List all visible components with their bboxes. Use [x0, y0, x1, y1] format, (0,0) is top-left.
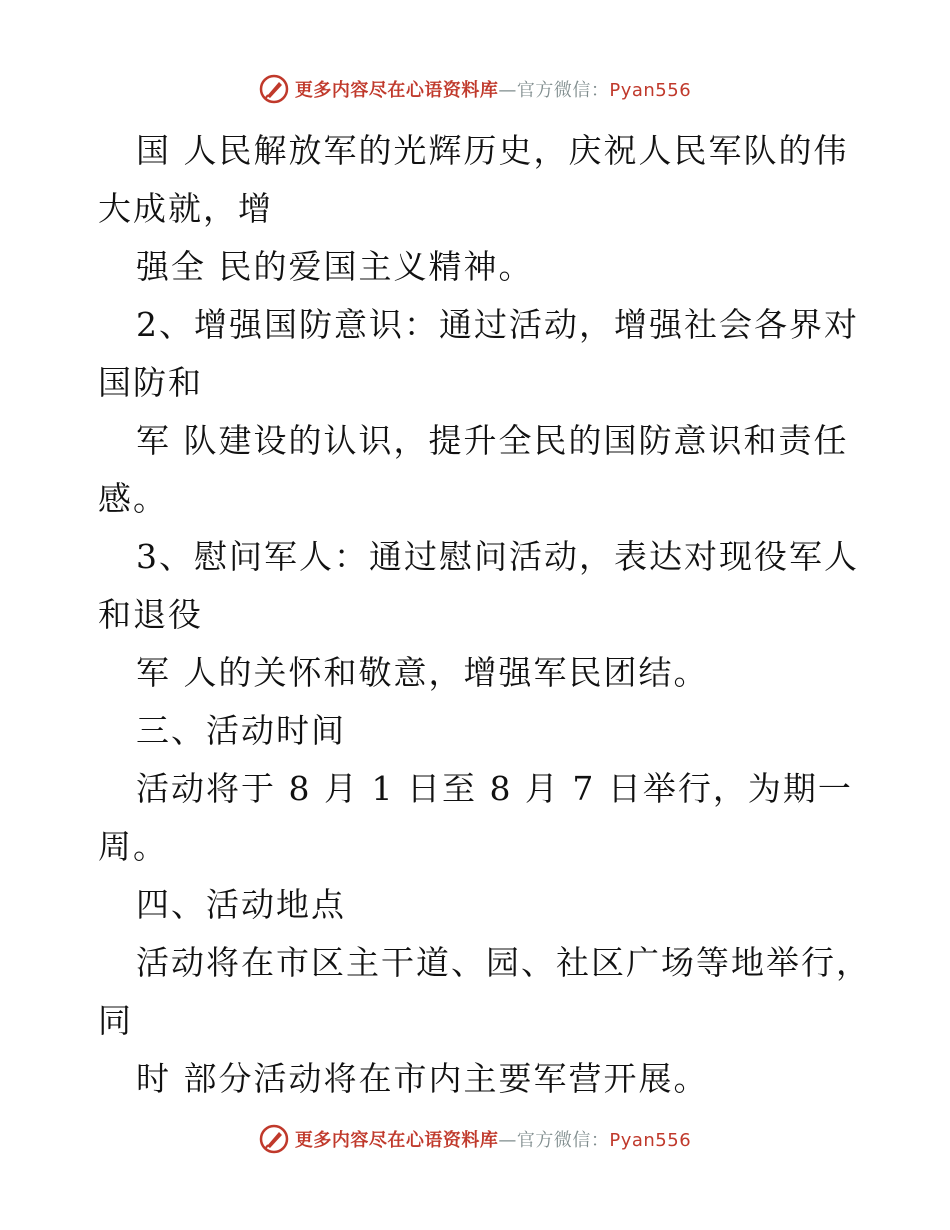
text-line: 国防和: [98, 363, 203, 402]
text-line: 时 部分活动将在市内主要军营开展。: [136, 1059, 709, 1098]
text-line: 同: [98, 1001, 133, 1040]
text-line: 军 人的关怀和敬意，增强军民团结。: [136, 653, 709, 692]
watermark-separator: —: [498, 1130, 517, 1151]
text-line: 强全 民的爱国主义精神。: [136, 247, 534, 286]
text-line: 和退役: [98, 595, 203, 634]
quill-logo-icon: [259, 74, 289, 104]
header-watermark: [0, 74, 950, 104]
text-line: 感。: [98, 479, 168, 518]
text-line: 周。: [98, 827, 168, 866]
watermark-id: Pyan556: [609, 1130, 692, 1151]
document-body: [98, 122, 871, 1108]
text-line: 活动将在市区主干道、园、社区广场等地举行，: [136, 943, 871, 982]
text-line: 3、慰问军人：通过慰问活动，表达对现役军人: [136, 537, 859, 576]
watermark-label: 官方微信：: [516, 80, 610, 101]
watermark-text: [295, 1126, 691, 1152]
text-line: 军 队建设的认识，提升全民的国防意识和责任: [136, 421, 849, 460]
watermark-separator: —: [498, 80, 517, 101]
text-line: 大成就，增: [98, 189, 273, 228]
watermark-id: Pyan556: [609, 80, 692, 101]
watermark-site: 更多内容尽在心语资料库: [294, 80, 499, 101]
quill-logo-icon: [259, 1124, 289, 1154]
watermark-label: 官方微信：: [516, 1130, 610, 1151]
footer-watermark: [0, 1124, 950, 1154]
text-line: 活动将于 8 月 1 日至 8 月 7 日举行，为期一: [136, 769, 853, 808]
watermark-site: 更多内容尽在心语资料库: [294, 1130, 499, 1151]
text-line: 2、增强国防意识：通过活动，增强社会各界对: [136, 305, 859, 344]
text-line: 国 人民解放军的光辉历史，庆祝人民军队的伟: [136, 131, 849, 170]
section-heading: 三、活动时间: [136, 711, 346, 750]
section-heading: 四、活动地点: [136, 885, 346, 924]
watermark-text: [295, 76, 691, 102]
